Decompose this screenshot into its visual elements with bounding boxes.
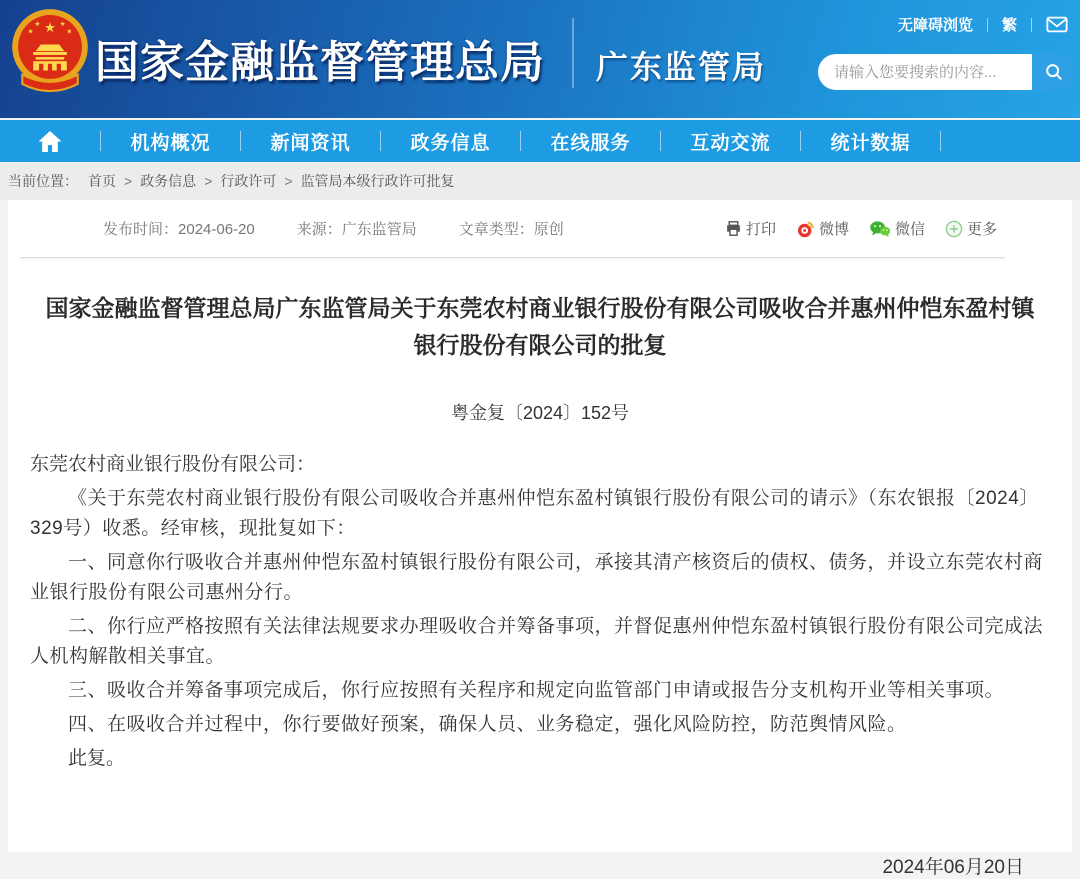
header-divider <box>572 18 574 88</box>
wechat-icon <box>869 220 891 238</box>
publish-time: 发布时间：2024-06-20 <box>103 221 255 238</box>
paragraph: 一、同意你行吸收合并惠州仲恺东盈村镇银行股份有限公司，承接其清产核资后的债权、债务，并设立东莞农村商业银行股份有限公司惠州分行。 <box>30 552 1044 603</box>
plus-circle-icon <box>945 220 963 238</box>
nav-item-interaction[interactable]: 互动交流 <box>690 132 771 154</box>
breadcrumb-item-admin-license[interactable]: 行政许可 <box>220 173 277 189</box>
breadcrumb-separator: > <box>204 173 213 189</box>
svg-text:★: ★ <box>66 28 73 36</box>
breadcrumb-item-home[interactable]: 首页 <box>88 173 116 189</box>
breadcrumb-separator: > <box>284 173 293 189</box>
main-navigation <box>0 120 1080 162</box>
nav-item-statistics[interactable]: 统计数据 <box>830 132 911 154</box>
utility-separator <box>987 18 988 32</box>
accessibility-link[interactable]: 无障碍浏览 <box>897 17 973 34</box>
site-header <box>0 0 1080 118</box>
svg-text:★: ★ <box>59 20 66 28</box>
content-card <box>8 200 1072 878</box>
breadcrumb-item-gov-info[interactable]: 政务信息 <box>140 173 197 189</box>
svg-text:★: ★ <box>43 19 57 35</box>
nav-item-online-services[interactable]: 在线服务 <box>550 132 631 154</box>
paragraph: 四、在吸收合并过程中，你行要做好预案，确保人员、业务稳定，强化风险防控，防范舆情风险。 <box>68 714 907 735</box>
site-title: 国家金融监督管理总局 <box>95 38 545 87</box>
nav-item-home[interactable] <box>0 130 100 153</box>
search-button[interactable] <box>1032 54 1075 90</box>
share-actions <box>725 218 997 239</box>
breadcrumb-separator: > <box>124 173 133 189</box>
article-title: 国家金融监督管理总局广东监管局关于东莞农村商业银行股份有限公司吸收合并惠州仲恺东盈村镇银行股份有限公司的批复 <box>45 295 1035 358</box>
breadcrumb <box>0 162 1080 200</box>
search-bar <box>818 54 1075 90</box>
article-meta-bar <box>20 200 1005 258</box>
weibo-share-button[interactable]: 微博 <box>796 218 849 239</box>
search-input[interactable] <box>818 54 1032 90</box>
article-source: 来源：广东监管局 <box>296 221 417 238</box>
home-icon <box>37 130 63 153</box>
nav-item-news[interactable]: 新闻资讯 <box>270 132 351 154</box>
print-button[interactable]: 打印 <box>725 218 776 239</box>
nav-item-org-overview[interactable]: 机构概况 <box>130 132 211 154</box>
weibo-icon <box>796 219 815 238</box>
closing-line: 此复。 <box>68 748 126 769</box>
paragraph: 《关于东莞农村商业银行股份有限公司吸收合并惠州仲恺东盈村镇银行股份有限公司的请示》（东农银报〔2024〕329号）收悉。经审核，现批复如下： <box>30 488 1039 539</box>
bureau-title: 广东监管局 <box>596 49 767 85</box>
header-utility-links <box>898 14 1068 35</box>
document-number: 粤金复〔2024〕152号 <box>450 403 630 423</box>
article-body <box>8 290 1072 879</box>
document-date: 2024年06月20日 <box>882 857 1024 878</box>
printer-icon <box>725 220 742 237</box>
svg-text:★: ★ <box>27 28 34 36</box>
paragraph: 二、你行应严格按照有关法律法规要求办理吸收合并筹备事项，并督促惠州仲恺东盈村镇银行股份有限公司完成法人机构解散相关事宜。 <box>30 616 1044 667</box>
search-icon <box>1044 62 1064 82</box>
article-type: 文章类型：原创 <box>458 221 564 238</box>
mail-icon[interactable] <box>1046 16 1068 33</box>
nav-divider <box>940 131 941 151</box>
breadcrumb-label: 当前位置： <box>8 173 78 189</box>
traditional-chinese-link[interactable]: 繁 <box>1001 17 1017 34</box>
salutation: 东莞农村商业银行股份有限公司： <box>30 454 316 475</box>
nav-item-gov-info[interactable]: 政务信息 <box>410 132 491 154</box>
breadcrumb-item-current-page[interactable]: 监管局本级行政许可批复 <box>300 173 455 189</box>
svg-text:★: ★ <box>34 20 41 28</box>
paragraph: 三、吸收合并筹备事项完成后，你行应按照有关程序和规定向监管部门申请或报告分支机构开业等相关事项。 <box>68 680 1005 701</box>
national-emblem-logo <box>8 6 92 98</box>
wechat-share-button[interactable]: 微信 <box>869 218 925 239</box>
more-share-button[interactable]: 更多 <box>945 218 997 239</box>
utility-separator <box>1031 18 1032 32</box>
